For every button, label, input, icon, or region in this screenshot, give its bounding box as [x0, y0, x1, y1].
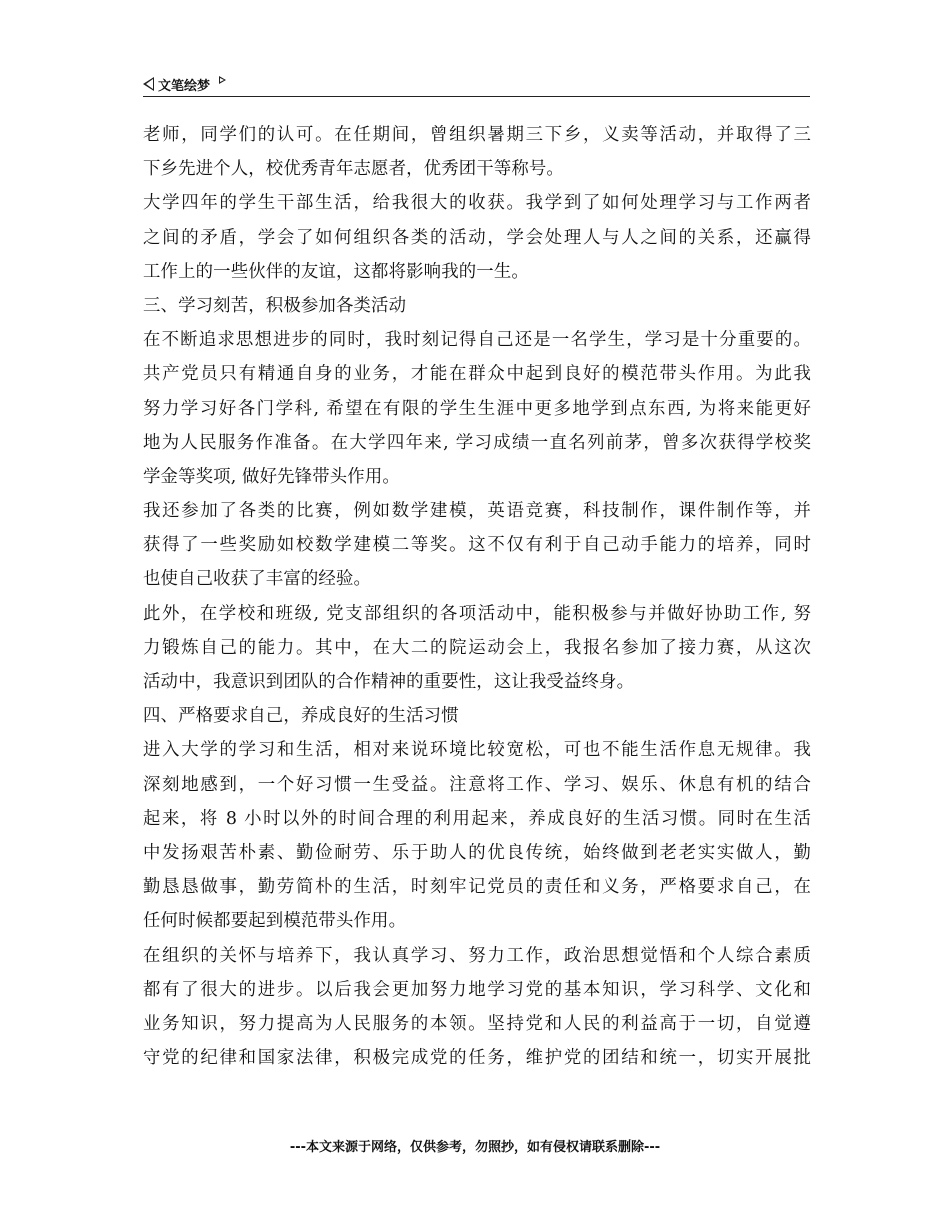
text-line: 进入大学的学习和生活，相对来说环境比较宽松，可也不能生活作息无规律。我: [143, 740, 811, 761]
text-line: 起来，将 8 小时以外的时间合理的利用起来，养成良好的生活习惯。同时在生活: [143, 808, 811, 829]
text-line: 任何时候都要起到模范带头作用。: [143, 911, 407, 932]
text-line: 业务知识，努力提高为人民服务的本领。坚持党和人民的利益高于一切，自觉遵: [143, 1013, 811, 1034]
text-line: 努力学习好各门学科, 希望在有限的学生生涯中更多地学到点东西, 为将来能更好: [143, 398, 811, 419]
text-line: 三、学习刻苦，积极参加各类活动: [143, 295, 407, 316]
triangle-right-icon: [219, 76, 226, 84]
text-line: 也使自己收获了丰富的经验。: [143, 569, 372, 590]
text-line: 老师，同学们的认可。在任期间，曾组织暑期三下乡，义卖等活动，并取得了三: [143, 125, 811, 145]
text-line: 此外，在学校和班级, 党支部组织的各项活动中，能积极参与并做好协助工作, 努: [143, 603, 811, 624]
text-line: 学金等奖项, 做好先锋带头作用。: [143, 466, 400, 487]
text-line: 勤恳恳做事，勤劳简朴的生活，时刻牢记党员的责任和义务，严格要求自己，在: [143, 877, 811, 898]
text-line: 中发扬艰苦朴素、勤俭耐劳、乐于助人的优良传统，始终做到老老实实做人，勤: [143, 842, 811, 863]
text-line: 大学四年的学生干部生活，给我很大的收获。我学到了如何处理学习与工作两者: [143, 193, 811, 214]
header-title: 文笔绘梦: [158, 78, 211, 94]
text-line: 活动中，我意识到团队的合作精神的重要性，这让我受益终身。: [143, 672, 635, 692]
text-line: 力锻炼自己的能力。其中，在大二的院运动会上，我报名参加了接力赛，从这次: [143, 637, 811, 658]
text-line: 我还参加了各类的比赛，例如数学建模，英语竞赛，科技制作，课件制作等，并: [143, 501, 811, 522]
text-line: 下乡先进个人，校优秀青年志愿者，优秀团干等称号。: [143, 159, 564, 180]
document-body: [143, 118, 811, 1075]
text-line: 之间的矛盾，学会了如何组织各类的活动，学会处理人与人之间的关系，还赢得: [143, 227, 811, 248]
text-line: 都有了很大的进步。以后我会更加努力地学习党的基本知识，学习科学、文化和: [143, 979, 811, 1000]
text-line: 深刻地感到，一个好习惯一生受益。注意将工作、学习、娱乐、休息有机的结合: [143, 774, 811, 795]
text-line: 在组织的关怀与培养下，我认真学习、努力工作，政治思想觉悟和个人综合素质: [143, 945, 811, 966]
text-line: 地为人民服务作准备。在大学四年来, 学习成绩一直名列前茅，曾多次获得学校奖: [143, 432, 811, 453]
triangle-left-icon: [143, 77, 154, 91]
footer-disclaimer: ---本文来源于网络，仅供参考，勿照抄，如有侵权请联系删除---: [289, 1140, 661, 1155]
page-header: [143, 72, 810, 97]
text-line: 获得了一些奖励如校数学建模二等奖。这不仅有利于自己动手能力的培养，同时: [143, 535, 811, 556]
text-line: 共产党员只有精通自身的业务，才能在群众中起到良好的模范带头作用。为此我: [143, 364, 811, 385]
text-line: 四、严格要求自己，养成良好的生活习惯: [143, 706, 459, 727]
text-line: 守党的纪律和国家法律，积极完成党的任务，维护党的团结和统一，切实开展批: [143, 1048, 811, 1069]
text-line: 工作上的一些伙伴的友谊，这都将影响我的一生。: [143, 261, 529, 282]
text-line: 在不断追求思想进步的同时，我时刻记得自己还是一名学生，学习是十分重要的。: [143, 330, 811, 351]
